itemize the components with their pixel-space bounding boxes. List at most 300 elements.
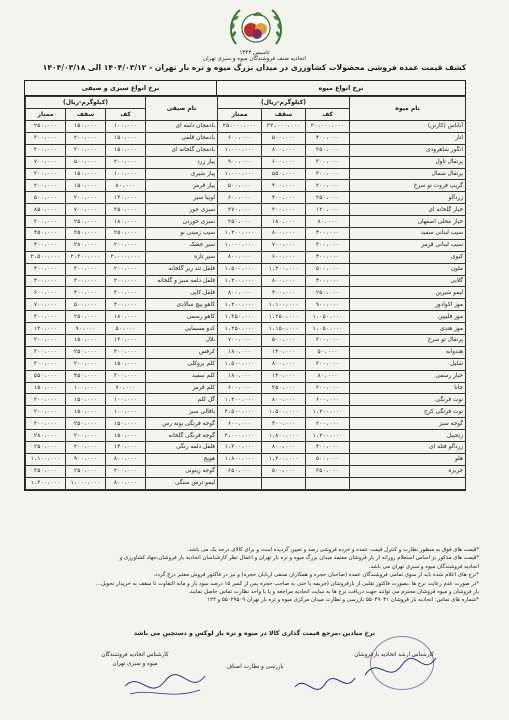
veg-name-cell: کاهو رسمی [146,311,218,323]
table-row [26,335,466,347]
veg-premium-cell: ۳۰۰،۰۰۰ [26,144,66,156]
fruit-min-cell: ۳۰۰،۰۰۰ [306,168,350,180]
fruit-name-cell: هندوانه [350,346,466,358]
fruit-min-cell [306,477,350,489]
veg-max-cell: ۲۸۰،۰۰۰ [66,239,106,251]
veg-premium-cell: ۳۵۰،۰۰۰ [26,465,66,477]
veg-max-cell: ۲۵۰،۰۰۰ [66,346,106,358]
fruit-premium-cell: ۲۵۰،۰۰۰ [218,216,262,228]
fruit-premium-cell: ۵۰۰،۰۰۰ [218,180,262,192]
fruit-premium-cell: ۶۰۰،۰۰۰ [218,382,262,394]
veg-premium-cell: ۲۰۰،۰۰۰ [26,406,66,418]
veg-min-cell: ۸۰۰،۰۰۰ [106,453,146,465]
veg-min-cell: ۱۴۰،۰۰۰ [106,442,146,454]
veg-premium-header: ممتاز [26,109,66,121]
veg-name-cell: لوبیا سبز [146,192,218,204]
signature-center-title: بازرسی و نظارت اصناف [226,664,284,670]
table-row [26,251,466,263]
veg-max-cell: ۵۰۰،۰۰۰ [66,299,106,311]
fruit-name-cell: خربزه [350,465,466,477]
fruit-name-cell: سیب لبنانی قرمز [350,239,466,251]
veg-min-cell: ۲۰۰،۰۰۰ [106,346,146,358]
fruit-min-cell: ۳۰۰،۰۰۰ [306,335,350,347]
veg-min-cell: ۵۰،۰۰۰ [106,323,146,335]
veg-premium-cell: ۳۰۰،۰۰۰ [26,418,66,430]
table-row [26,477,466,489]
fruit-premium-cell [218,477,262,489]
veg-premium-cell: ۸۵۰،۰۰۰ [26,204,66,216]
veg-min-cell: ۳۵۰،۰۰۰ [106,204,146,216]
fruit-max-cell: ۱،۸۰۰،۰۰۰ [262,430,306,442]
fruit-max-cell: ۱،۲۰۰،۰۰۰ [262,453,306,465]
veg-name-cell: فلفل کاپی [146,287,218,299]
veg-min-cell: ۱۵۰،۰۰۰ [106,132,146,144]
fruit-max-cell: ۴۰۰،۰۰۰ [262,180,306,192]
veg-max-cell: ۲،۳۰۰،۰۰۰ [66,251,106,263]
fruit-max-cell: ۵۰۰،۰۰۰ [262,465,306,477]
fruit-premium-cell: ۱،۲۰۰،۰۰۰ [218,275,262,287]
fruit-max-cell: ۸۰۰،۰۰۰ [262,228,306,240]
veg-min-cell: ۲۰۰،۰۰۰ [106,263,146,275]
veg-premium-cell: ۲۰۰،۰۰۰ [26,168,66,180]
veg-min-cell: ۱۲۰،۰۰۰ [106,335,146,347]
veg-premium-cell: ۷۰۰،۰۰۰ [26,156,66,168]
fruit-max-cell: ۵۰۰،۰۰۰ [262,335,306,347]
fruit-min-cell: ۲۰۰،۰۰۰ [306,180,350,192]
veg-min-cell: ۲،۰۰۰،۰۰۰ [106,251,146,263]
union-logo-icon [224,4,288,56]
veg-max-cell: ۲۰۰،۰۰۰ [66,192,106,204]
fruit-premium-cell: ۱،۲۰۰،۰۰۰ [218,299,262,311]
note-line: بار فروشان و میوه فروشان محترم می توانند جهت دریافت نرخ ها به سایت اتحادیه مراجعه و یا با واحد نظارت تماس حاصل نمایند. [188,589,479,596]
veg-name-cell: گوجه فرنگی گلخانه [146,430,218,442]
veg-name-cell: فلفل دلمه سبز و گلخانه [146,275,218,287]
fruit-min-cell: ۱،۰۵۰،۰۰۰ [306,323,350,335]
fruit-premium-cell: ۹۰۰،۰۰۰ [218,156,262,168]
org-subtitle: اتحادیه صنف فروشندگان میوه و سبزی تهران [203,56,306,62]
veg-min-cell: ۱۲۰،۰۰۰ [106,192,146,204]
veg-premium-cell: ۳۰۰،۰۰۰ [26,346,66,358]
veg-name-cell: بادمجان گلخانه ای [146,144,218,156]
fruit-name-cell: گلابی [350,275,466,287]
veg-premium-cell: ۴۰۰،۰۰۰ [26,263,66,275]
veg-min-header: کف [106,109,146,121]
veg-name-cell: سیر تازه [146,251,218,263]
notes-block [59,546,479,605]
veg-min-cell: ۱۵۰،۰۰۰ [106,418,146,430]
fruit-premium-cell: ۲۵،۰۰۰،۰۰۰ [218,121,262,133]
veg-max-header: سقف [66,109,106,121]
veg-min-cell: ۳۰۰،۰۰۰ [106,370,146,382]
veg-section-heading: نرخ انواع سبزی و صیفی [81,84,160,92]
fruit-max-cell: ۴۰۰،۰۰۰ [262,287,306,299]
veg-unit: (کیلوگرم-ریال) [26,97,146,109]
table-row [26,323,466,335]
fruit-min-cell: ۳۵۰،۰۰۰ [306,144,350,156]
table-row [26,418,466,430]
table-row [26,275,466,287]
veg-premium-cell: ۴۰۰،۰۰۰ [26,275,66,287]
fruit-min-cell: ۵۰۰،۰۰۰ [306,263,350,275]
fruit-min-cell: ۳۵۰،۰۰۰ [306,465,350,477]
fruit-min-cell: ۲۰۰،۰۰۰ [306,418,350,430]
veg-name-cell: پیاز قرمز [146,180,218,192]
fruit-max-header: سقف [262,109,306,121]
fruit-min-cell: ۵۰۰،۰۰۰ [306,453,350,465]
veg-max-cell: ۲۰۰،۰۰۰ [66,358,106,370]
veg-max-cell: ۴۰۰،۰۰۰ [66,287,106,299]
fruit-premium-cell: ۲،۵۰۰،۰۰۰ [218,406,262,418]
veg-min-cell: ۲۰۰،۰۰۰ [106,239,146,251]
fruit-premium-cell: ۲۷۰،۰۰۰ [218,204,262,216]
table-row [26,204,466,216]
veg-max-cell: ۲۰۰،۰۰۰ [66,430,106,442]
fruit-name-cell: کیوی [350,251,466,263]
fruit-min-cell: ۱،۲۰۰،۰۰۰ [306,430,350,442]
veg-min-cell: ۳۰۰،۰۰۰ [106,287,146,299]
signature-left-title-2: میوه و سبزی تهران [112,661,158,667]
signature-left-title-1: کارشناس اتحادیه فروشندگان [101,652,169,658]
fruit-name-cell: انگور شاهرودی [350,144,466,156]
fruit-name-cell: آناناس (کارتن) [350,121,466,133]
veg-premium-cell: ۱،۱۰۰،۰۰۰ [26,453,66,465]
veg-max-cell: ۱۵۰،۰۰۰ [66,121,106,133]
fruit-name-cell: لیمو شیرین [350,287,466,299]
fruit-premium-cell: ۱،۵۰۰،۰۰۰ [218,263,262,275]
fruit-min-cell: ۱،۲۰۰،۰۰۰ [306,406,350,418]
veg-name-cell: بلال [146,335,218,347]
fruit-max-cell: ۵۰۰،۰۰۰ [262,132,306,144]
fruit-name-cell: سیب لبنانی سفید [350,228,466,240]
veg-premium-cell: ۲۰۰،۰۰۰ [26,180,66,192]
table-row [26,406,466,418]
veg-name-cell: فلفل تند ریز گلخانه [146,263,218,275]
table-row [26,192,466,204]
fruit-max-cell: ۷۰۰،۰۰۰ [262,239,306,251]
veg-name-cell: باقالی سبز [146,406,218,418]
fruit-max-cell: ۱۸۰،۰۰۰ [262,216,306,228]
fruit-premium-cell: ۱،۰۰۰،۰۰۰ [218,239,262,251]
veg-min-cell: ۸۰،۰۰۰ [106,180,146,192]
table-row [26,358,466,370]
signature-right-title: کارشناس ارشد اتحادیه بارفروشان [354,652,434,658]
fruit-min-cell: ۲۰۰،۰۰۰ [306,382,350,394]
fruit-name-cell: ملون [350,263,466,275]
fruit-max-cell: ۱،۱۰۰،۰۰۰ [262,299,306,311]
page-title: کشف قیمت عمده فروشی محصولات کشاورزی در میدان بزرگ میوه و تره بار تهران - ۱۴۰۴/۰۳/۱۲ الی ۱۴۰۴/۰۳/۱۸ [42,63,467,72]
fruit-name-cell: هلو [350,453,466,465]
table-row [26,346,466,358]
table-row [26,168,466,180]
veg-premium-cell: ۳۰۰،۰۰۰ [26,311,66,323]
fruit-min-cell: ۴۰۰،۰۰۰ [306,275,350,287]
fruit-max-cell: ۱۲۰،۰۰۰ [262,370,306,382]
fruit-max-cell: ۸۰۰،۰۰۰ [262,144,306,156]
fruit-max-cell: ۲۲،۰۰۰،۰۰۰ [262,121,306,133]
table-row [26,156,466,168]
veg-name-cell: لیمو ترش سنگی [146,477,218,489]
fruit-min-cell: ۸۰،۰۰۰ [306,216,350,228]
veg-max-cell: ۱۵۰،۰۰۰ [66,168,106,180]
fruit-premium-cell: ۱۸۰،۰۰۰ [218,346,262,358]
veg-min-cell: ۸۰۰،۰۰۰ [106,477,146,489]
veg-premium-cell: ۲،۵۰۰،۰۰۰ [26,251,66,263]
fruit-min-cell: ۲۰،۰۰۰،۰۰۰ [306,121,350,133]
fruit-max-cell: ۸۰۰،۰۰۰ [262,394,306,406]
fruit-premium-cell: ۱،۸۰۰،۰۰۰ [218,453,262,465]
fruit-premium-cell: ۶۰۰،۰۰۰ [218,192,262,204]
note-line: *در صورت عدم رعایت نرخ ها ،بصورت فاکتور تقلبی از بارفروشان (جریمه یا حتی به صاحب حجره پس از کسر ۱۵ درصد سود بار و مابه التفاوت تا سقف به خریدار تحویل... [95,580,479,587]
price-grid [25,96,466,490]
table-row [26,394,466,406]
veg-name-header: نام صیفی [146,97,218,121]
table-row [26,442,466,454]
fruit-min-cell: ۲۵۰،۰۰۰ [306,192,350,204]
fruit-min-header: کف [306,109,350,121]
fruit-name-cell: پرتقال تاول [350,156,466,168]
veg-name-cell: گل کلم [146,394,218,406]
veg-max-cell: ۳۰۰،۰۰۰ [66,275,106,287]
fruit-min-cell: ۴۰۰،۰۰۰ [306,228,350,240]
fruit-premium-cell: ۸۰۰،۰۰۰ [218,287,262,299]
veg-max-cell: ۲۰۰،۰۰۰ [66,132,106,144]
fruit-min-cell: ۸۰،۰۰۰ [306,370,350,382]
fruit-premium-cell: ۶۰۰،۰۰۰ [218,132,262,144]
veg-max-cell: ۹۰۰،۰۰۰ [66,453,106,465]
veg-premium-cell: ۱،۲۰۰،۰۰۰ [26,477,66,489]
veg-name-cell: کلم قرمز [146,382,218,394]
fruit-name-cell: خیار رسمی [350,370,466,382]
veg-max-cell: ۱۵۰،۰۰۰ [66,406,106,418]
table-row [26,465,466,477]
fruit-premium-cell: ۱،۳۰۰،۰۰۰ [218,442,262,454]
table-row [26,382,466,394]
fruit-min-cell: ۱۲۰،۰۰۰ [306,204,350,216]
fruit-name-cell: شلیل [350,358,466,370]
veg-min-cell: ۲۰۰،۰۰۰ [106,465,146,477]
veg-min-cell: ۱۰۰،۰۰۰ [106,168,146,180]
veg-name-cell: گوجه زیتونی [146,465,218,477]
fruit-name-cell [350,477,466,489]
fruit-name-cell: گوجه سبز [350,418,466,430]
fruit-max-cell: ۶۰۰،۰۰۰ [262,251,306,263]
fruit-premium-cell: ۷۰۰،۰۰۰ [218,335,262,347]
veg-min-cell: ۱۰۰،۰۰۰ [106,121,146,133]
veg-max-cell: ۲۵۰،۰۰۰ [66,311,106,323]
fruit-premium-cell: ۱،۵۰۰،۰۰۰ [218,358,262,370]
fruit-premium-cell: ۱،۳۵۰،۰۰۰ [218,311,262,323]
veg-max-cell: ۲۵۰،۰۰۰ [66,216,106,228]
veg-premium-cell: ۲۸۰،۰۰۰ [26,430,66,442]
table-row [26,299,466,311]
veg-name-cell: پیاز زرد [146,156,218,168]
fruit-name-cell: توت فرنگی کرج [350,406,466,418]
table-row [26,239,466,251]
veg-min-cell: ۱۵۰،۰۰۰ [106,358,146,370]
note-line: *قیمت های فوق به منظور نظارت و کنترل قیمت عمده و خرده فروشی رصد و تعیین گردیده است و برای کالای درجه یک می باشد. [187,547,479,553]
veg-max-cell: ۳۰۰،۰۰۰ [66,263,106,275]
veg-min-cell: ۱۵۰،۰۰۰ [106,430,146,442]
veg-premium-cell: ۴۰۰،۰۰۰ [26,239,66,251]
fruit-name-cell: خیار گلخانه ای [350,204,466,216]
fruit-min-cell: ۹۰۰،۰۰۰ [306,299,350,311]
fruit-name-cell: توت فرنگی [350,394,466,406]
fruit-min-cell: ۴۰۰،۰۰۰ [306,132,350,144]
fruit-max-cell: ۱،۵۰۰،۰۰۰ [262,406,306,418]
veg-name-cell: سبزی جور [146,204,218,216]
fruit-premium-cell: ۱،۰۰۰،۰۰۰ [218,144,262,156]
signature-center-icon [290,672,360,702]
fruit-name-cell: زردآلو فتله ای [350,442,466,454]
veg-premium-cell: ۳۰۰،۰۰۰ [26,358,66,370]
veg-min-cell: ۱۸۰،۰۰۰ [106,216,146,228]
veg-max-cell: ۲۰۰،۰۰۰ [66,442,106,454]
veg-name-cell: کرفس [146,346,218,358]
section-headings [25,81,465,96]
veg-min-cell: ۲۵۰،۰۰۰ [106,228,146,240]
table-row [26,311,466,323]
fruit-name-cell: پرتقال تو سرخ [350,335,466,347]
fruit-min-cell: ۳۰۰،۰۰۰ [306,358,350,370]
note-line: *شماره های تماس: اتحادیه بار فروشان ۵۵۰۴۹۰۳۱ بازرسی و نظارت میدان مرکزی میوه و تره بار تهران ۵۵۰۲۹۵۰۹ و ۱۲۴ [207,597,479,604]
veg-premium-cell: ۳۰۰،۰۰۰ [26,216,66,228]
signature-left-icon [120,666,210,706]
veg-premium-cell: ۴۵۰،۰۰۰ [26,228,66,240]
fruit-premium-cell: ۱،۰۰۰،۰۰۰ [218,168,262,180]
fruit-min-cell: ۵۰،۰۰۰ [306,346,350,358]
fruit-max-cell: ۸۰۰،۰۰۰ [262,442,306,454]
veg-max-cell: ۱۵۰،۰۰۰ [66,180,106,192]
table-row [26,180,466,192]
fruit-premium-cell: ۶۰۰،۰۰۰ [218,418,262,430]
veg-name-cell: سبزی خوردن [146,216,218,228]
fruit-max-cell: ۳۵۰،۰۰۰ [262,382,306,394]
veg-name-cell: هویج [146,453,218,465]
fruit-name-cell: خیار محلی اصفهان [350,216,466,228]
veg-name-cell: کلم سفید [146,370,218,382]
veg-min-cell: ۱۰۰،۰۰۰ [106,406,146,418]
footer-motto: نرخ میادین ،مرجع قیمت گذاری کالا در میوه و تره بار لوکس و دستچین می باشد [133,630,376,637]
fruit-premium-cell: ۱،۲۰۰،۰۰۰ [218,394,262,406]
veg-min-cell: ۴۰۰،۰۰۰ [106,299,146,311]
veg-premium-cell: ۲۵۰،۰۰۰ [26,442,66,454]
table-row [26,216,466,228]
fruit-name-cell: زردآلو [350,192,466,204]
veg-name-cell: سیب زمینی نو [146,228,218,240]
unit-row [26,97,466,109]
fruit-name-cell: پرتقال شمال [350,168,466,180]
note-line: *نرخ های اعلام شده باید از سوی تمامی فروشندگان عمده (صاحبان حجره و همکاران صنفی اربابان حجره) و نیز در فاکتور فروش معتبر درج گردد. [153,572,479,579]
veg-name-cell: فلفل دلمه رنگی [146,442,218,454]
veg-max-cell: ۱۰۰،۰۰۰ [66,382,106,394]
veg-max-cell: ۲۰۰،۰۰۰ [66,144,106,156]
fruit-name-header: نام میوه [350,97,466,121]
fruit-premium-header: ممتاز [218,109,262,121]
fruit-name-cell: زنجبیل [350,430,466,442]
fruit-max-cell: ۱۲۰،۰۰۰ [262,346,306,358]
fruit-max-cell: ۸۰۰،۰۰۰ [262,358,306,370]
veg-min-cell: ۱۵۰،۰۰۰ [106,144,146,156]
fruit-premium-cell: ۸۰۰،۰۰۰ [218,251,262,263]
fruit-min-cell: ۶۰۰،۰۰۰ [306,394,350,406]
fruit-premium-cell: ۲،۰۰۰،۰۰۰ [218,430,262,442]
note-line: اتحادیه فروشندگان میوه و سبزی تهران می باشد. [368,563,479,570]
veg-premium-cell: ۶۰۰،۰۰۰ [26,287,66,299]
veg-name-cell: گوجه فرنگی بوته رس [146,418,218,430]
table-row [26,370,466,382]
veg-max-cell: ۷۰۰،۰۰۰ [66,204,106,216]
veg-name-cell: بادمجان قلمی [146,132,218,144]
org-name: تاسیس ۱۳۴۳ [239,50,270,56]
fruit-name-cell: گریپ فروت تو سرخ [350,180,466,192]
fruit-premium-cell: ۱،۲۰۰،۰۰۰ [218,228,262,240]
fruit-max-cell: ۵۵۰،۰۰۰ [262,168,306,180]
veg-max-cell: ۱،۰۰۰،۰۰۰ [66,477,106,489]
veg-name-cell: بادمجان دلمه ای [146,121,218,133]
fruit-section-heading: نرخ انواع میوه [216,81,465,95]
veg-premium-cell: ۵۰۰،۰۰۰ [26,192,66,204]
veg-max-cell: ۲۵۰،۰۰۰ [66,418,106,430]
table-row [26,144,466,156]
veg-max-cell: ۳۵۰،۰۰۰ [66,228,106,240]
fruit-name-cell: موز هندی [350,323,466,335]
veg-premium-cell: ۲۰۰،۰۰۰ [26,335,66,347]
fruit-max-cell: ۶۰۰،۰۰۰ [262,156,306,168]
veg-max-cell: ۲۵۰،۰۰۰ [66,465,106,477]
veg-min-cell: ۷۰،۰۰۰ [106,382,146,394]
fruit-min-cell: ۱،۰۵۰،۰۰۰ [306,311,350,323]
fruit-name-cell: انار [350,132,466,144]
fruit-max-cell: ۸۰۰،۰۰۰ [262,275,306,287]
veg-premium-cell: ۷۰۰،۰۰۰ [26,299,66,311]
table-row [26,121,466,133]
veg-min-cell: ۱۸۰،۰۰۰ [106,311,146,323]
fruit-max-cell: ۱،۱۵۰،۰۰۰ [262,323,306,335]
veg-min-cell: ۲۰۰،۰۰۰ [106,156,146,168]
signature-right-icon [360,650,440,690]
table-row [26,430,466,442]
veg-premium-cell: ۱۵۰،۰۰۰ [26,382,66,394]
fruit-max-cell: ۴۰۰،۰۰۰ [262,192,306,204]
veg-name-cell: کاهو پیچ سالادی [146,299,218,311]
veg-name-cell: سیر خشک [146,239,218,251]
fruit-premium-cell: ۱،۲۵۰،۰۰۰ [218,323,262,335]
veg-max-cell: ۴۵۰،۰۰۰ [66,370,106,382]
veg-min-cell: ۱۰۰،۰۰۰ [106,394,146,406]
fruit-max-cell: ۱،۲۰۰،۰۰۰ [262,263,306,275]
table-row [26,453,466,465]
fruit-max-cell: ۱،۲۵۰،۰۰۰ [262,311,306,323]
fruit-name-cell: جانا [350,382,466,394]
fruit-max-cell: ۲۰۰،۰۰۰ [262,204,306,216]
fruit-name-cell: موز اکوادور [350,299,466,311]
veg-premium-cell: ۲۰۰،۰۰۰ [26,394,66,406]
veg-name-cell: کلم بروکلی [146,358,218,370]
table-row [26,132,466,144]
veg-name-cell: پیاز شیری [146,168,218,180]
veg-premium-cell: ۳۰۰،۰۰۰ [26,132,66,144]
table-row [26,228,466,240]
veg-name-cell: کدو مسمایی [146,323,218,335]
veg-max-cell: ۱۵۰،۰۰۰ [66,335,106,347]
veg-max-cell: ۹۰،۰۰۰ [66,323,106,335]
fruit-premium-cell: ۱۸۰،۰۰۰ [218,370,262,382]
note-line: *قیمت های مذکور بر اساس استعلام روزانه از بار فروشان معتمد میدان بزرگ میوه و تره بار تهران و اعمال نظر کارشناسان اتحادیه بار فروشان،جهاد کشاورزی و [119,555,479,562]
fruit-min-cell: ۴۰۰،۰۰۰ [306,251,350,263]
fruit-min-cell: ۲۵۰،۰۰۰ [306,287,350,299]
veg-premium-cell: ۵۵۰،۰۰۰ [26,370,66,382]
veg-min-cell: ۲۰۰،۰۰۰ [106,275,146,287]
